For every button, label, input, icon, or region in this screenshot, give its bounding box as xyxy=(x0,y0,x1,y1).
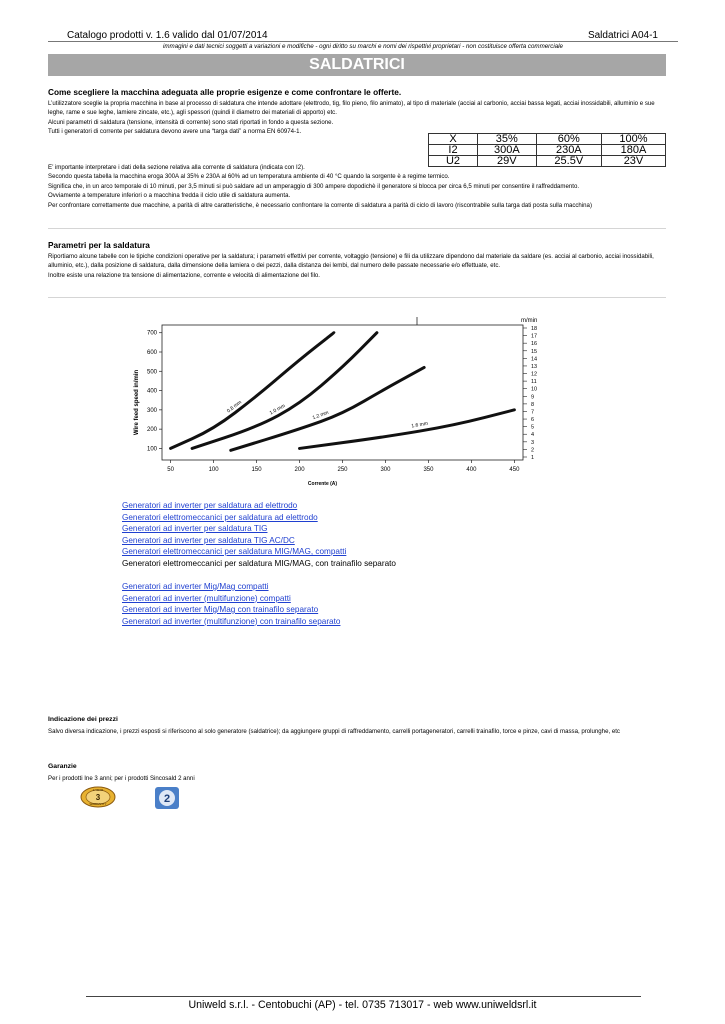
product-category-link[interactable]: Generatori elettromeccanici per saldatura ad elettrodo xyxy=(122,512,318,522)
footer-divider xyxy=(86,996,641,997)
duty-text-5: Per confrontare correttamente due macchine, a parità di altre caratteristiche, è necessario confrontare la corrente di saldatura a parità di ciclo di lavoro (riscontrabile sulla targa dati posta sulla macchina) xyxy=(48,201,592,209)
y-right-tick-label: 6 xyxy=(531,417,535,424)
duty-table-cell: 300A xyxy=(478,145,537,156)
badge-number-text: 3 xyxy=(95,793,101,802)
y-right-tick-label: 2 xyxy=(531,447,535,454)
y-tick-label: 200 xyxy=(146,427,157,434)
legal-notice: immagini e dati tecnici soggetti a variazioni e modifiche - ogni diritto su marchi e nomi dei rispettivi proprietari - non costituisce offerta commerciale xyxy=(163,43,563,50)
y-right-tick-label: 11 xyxy=(531,379,537,386)
y-right-tick-label: 15 xyxy=(531,348,538,355)
product-link-group-2 xyxy=(122,581,396,627)
product-category-link[interactable]: Generatori ad inverter Mig/Mag con trainafilo separato xyxy=(122,605,319,614)
y-axis-title: Wire feed speed in/min xyxy=(134,369,140,436)
product-category-link[interactable]: Generatori elettromeccanici per saldatura MIG/MAG, compatti xyxy=(122,547,347,556)
product-link-group-1 xyxy=(122,500,396,569)
y-tick-label: 500 xyxy=(146,369,157,376)
prices-title: Indicazione dei prezzi xyxy=(48,716,118,723)
y-right-tick-label: 18 xyxy=(531,326,538,332)
duty-table-cell: 100% xyxy=(601,134,665,145)
intro-text-3: Tutti i generatori di corrente per saldatura devono avere una “targa dati” a norma EN 60974-1. xyxy=(48,128,302,136)
y-right-tick-label: 7 xyxy=(531,409,535,416)
duty-table-cell: 25.5V xyxy=(536,156,601,167)
intro-paragraph xyxy=(48,99,668,137)
y-right-tick-label: 3 xyxy=(531,439,535,446)
duty-table-row xyxy=(429,134,666,145)
duty-table-cell: 180A xyxy=(601,145,665,156)
two-year-warranty-badge xyxy=(154,786,180,810)
header-divider xyxy=(48,41,678,42)
footer-contact: Uniweld s.r.l. - Centobuchi (AP) - tel. 0735 713017 - web www.uniweldsrl.it xyxy=(188,999,537,1011)
duty-table-cell: X xyxy=(429,134,478,145)
parameters-text-1: Riportiamo alcune tabelle con le tipiche condizioni operative per la saldatura; i parametri effettivi per corrente, voltaggio (tensione) e fili da utilizzare dipendono dal materiale da saldare (es. acciai al carbonio, acciai inossidabili, alluminio, etc.), dalla posizione di saldatura, dalla dimensione della lamiera o dei pezzi, dalla distanza dei lembi, dal numero delle passate necessarie e/o effettuate, etc. xyxy=(48,253,654,270)
x-tick-label: 250 xyxy=(337,467,348,473)
duty-table-cell: 35% xyxy=(478,134,537,145)
product-category-link[interactable]: Generatori ad inverter Mig/Mag compatti xyxy=(122,582,269,591)
y-right-tick-label: 9 xyxy=(531,394,535,401)
warranty-text: Per i prodotti Ine 3 anni; per i prodotti Sincosald 2 anni xyxy=(48,775,195,782)
y-right-tick-label: 5 xyxy=(531,424,535,431)
y-right-tick-label: 14 xyxy=(531,356,538,363)
parameters-paragraph xyxy=(48,252,668,280)
x-tick-label: 100 xyxy=(208,467,219,473)
duty-table-cell: U2 xyxy=(429,156,478,167)
divider xyxy=(48,297,666,298)
badge-year-text: 3 YEAR xyxy=(92,788,104,792)
y-right-tick-label: 8 xyxy=(531,401,535,408)
duty-table-cell: 60% xyxy=(536,134,601,145)
x-axis-title: Corrente (A) xyxy=(307,481,338,487)
duty-text-4: Ovviamente a temperature inferiori o a macchina fredda il ciclo utile di saldatura aumenta. xyxy=(48,192,291,200)
product-category-text: Generatori elettromeccanici per saldatura MIG/MAG, con trainafilo separato xyxy=(122,558,396,568)
x-tick-label: 50 xyxy=(167,467,174,473)
section-banner: SALDATRICI xyxy=(48,54,666,76)
y-right-tick-label: 1 xyxy=(531,455,535,461)
x-tick-label: 300 xyxy=(380,467,391,473)
intro-text-1: L’utilizzatore sceglie la propria macchina in base al processo di saldatura che intende adottare (elettrodo, tig, filo pieno, filo animato), al tipo di materiale (acciai al carbonio, acciai bassa legati, acciai inossidabili, alluminio e sue leghe, rame e sue leghe, lamiere zincate, etc.), agli spessori (quindi il diametro dei materiali di apporto) etc. xyxy=(48,100,655,117)
series-label: 0.8 mm xyxy=(226,399,243,415)
x-tick-label: 350 xyxy=(423,467,434,473)
duty-table-cell: I2 xyxy=(429,145,478,156)
series-line-3 xyxy=(300,410,515,449)
badge-two-text: 2 xyxy=(163,793,171,805)
duty-table-cell: 230A xyxy=(536,145,601,156)
y-right-tick-label: 13 xyxy=(531,363,538,370)
prices-text: Salvo diversa indicazione, i prezzi esposti si riferiscono al solo generatore (saldatrice); da aggiungere gruppi di raffreddamento, carrelli portageneratori, carrelli trainafilo, torce e pinze, cavi di massa, prolunghe, etc xyxy=(48,728,620,735)
product-category-link[interactable]: Generatori ad inverter per saldatura TIG xyxy=(122,524,268,533)
duty-cycle-table xyxy=(428,133,666,167)
product-category-link[interactable]: Generatori ad inverter (multifunzione) compatti xyxy=(122,593,291,603)
y-right-tick-label: 10 xyxy=(531,386,538,393)
y-right-tick-label: 16 xyxy=(531,341,538,348)
duty-text-3: Significa che, in un arco temporale di 10 minuti, per 3,5 minuti si può saldare ad un amperaggio di 300 ampere dopodichè il generatore si blocca per circa 6,5 minuti per consentire il raffreddamento. xyxy=(48,182,580,190)
y-right-axis-title: m/min xyxy=(521,318,538,324)
series-line-1 xyxy=(192,333,377,449)
y-tick-label: 300 xyxy=(146,407,157,414)
header-catalog-version: Catalogo prodotti v. 1.6 valido dal 01/07/2014 xyxy=(67,30,268,41)
intro-text-2: Alcuni parametri di saldatura (tensione, intensità di corrente) sono stati riportati in fondo a questa sezione. xyxy=(48,118,334,126)
y-right-tick-label: 4 xyxy=(531,432,535,439)
y-right-tick-label: 17 xyxy=(531,333,538,340)
divider xyxy=(48,228,666,229)
duty-text-1: E’ importante interpretare i dati della sezione relativa alla corrente di saldatura (indicata con I2). xyxy=(48,164,305,171)
badge-warranty-text: WARRANTY xyxy=(89,802,107,806)
x-tick-label: 200 xyxy=(294,467,305,473)
parameters-text-2: Inoltre esiste una relazione tra tensione di alimentazione, corrente e velocità di alimentazione del filo. xyxy=(48,271,321,279)
series-line-0 xyxy=(171,333,334,449)
warranty-title: Garanzie xyxy=(48,763,77,770)
three-year-warranty-badge xyxy=(80,786,116,808)
header-section-code: Saldatrici A04-1 xyxy=(587,30,658,41)
y-tick-label: 700 xyxy=(146,330,157,337)
x-tick-label: 150 xyxy=(251,467,262,473)
wire-feed-chart xyxy=(118,305,558,490)
y-tick-label: 100 xyxy=(146,446,157,453)
duty-text-2: Secondo questa tabella la macchina eroga 300A al 35% e 230A al 60% ad un temperatura ambiente di 40 °C quando la sorgente è a regime termico. xyxy=(48,173,450,181)
duty-table-cell: 23V xyxy=(601,156,665,167)
y-right-tick-label: 12 xyxy=(531,371,538,378)
y-tick-label: 600 xyxy=(146,350,157,356)
section-title-parameters: Parametri per la saldatura xyxy=(48,240,150,250)
series-label: 1.2 mm xyxy=(311,409,330,422)
series-label: 1.6 mm xyxy=(410,420,429,430)
product-links xyxy=(122,500,396,627)
duty-table-cell: 29V xyxy=(478,156,537,167)
product-category-link[interactable]: Generatori ad inverter per saldatura TIG AC/DC xyxy=(122,535,295,545)
x-tick-label: 450 xyxy=(509,467,520,473)
x-tick-label: 400 xyxy=(466,467,477,473)
section-title-choose: Come scegliere la macchina adeguata alle proprie esigenze e come confrontare le offerte. xyxy=(48,87,402,97)
series-label: 1.0 mm xyxy=(268,403,287,417)
duty-explanation xyxy=(48,163,668,210)
product-category-link[interactable]: Generatori ad inverter (multifunzione) con trainafilo separato xyxy=(122,616,341,626)
duty-table-row xyxy=(429,145,666,156)
product-category-link[interactable]: Generatori ad inverter per saldatura ad elettrodo xyxy=(122,501,298,510)
y-tick-label: 400 xyxy=(146,388,157,395)
